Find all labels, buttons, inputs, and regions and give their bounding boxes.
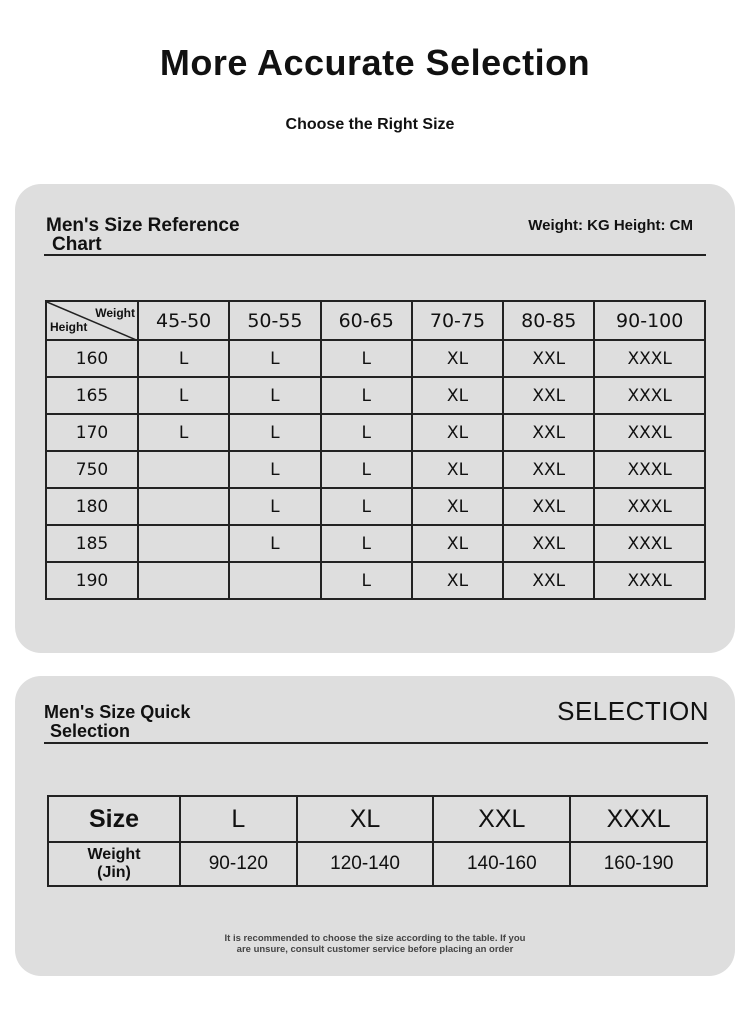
size-cell: L — [229, 414, 320, 451]
size-cell — [138, 525, 229, 562]
size-cell: XL — [412, 488, 503, 525]
size-cell: XXXL — [594, 377, 705, 414]
weight-column-header: 90-100 — [594, 301, 705, 340]
size-cell: L — [138, 414, 229, 451]
size-cell: L — [229, 377, 320, 414]
weight-column-header: 70-75 — [412, 301, 503, 340]
size-cell: XXL — [503, 562, 594, 599]
size-cell — [138, 488, 229, 525]
weight-label-line1: Weight — [87, 846, 141, 863]
recommendation-note — [15, 933, 735, 955]
weight-label-line2: (Jin) — [97, 864, 131, 881]
size-cell: XL — [412, 451, 503, 488]
size-cell: XXXL — [594, 340, 705, 377]
quick-size-cell: XXL — [433, 796, 570, 842]
reference-chart-heading — [46, 216, 286, 254]
weight-column-header: 50-55 — [229, 301, 320, 340]
size-cell: L — [229, 451, 320, 488]
quick-selection-heading — [44, 703, 190, 741]
heading-divider — [44, 254, 706, 256]
corner-header-cell — [46, 301, 138, 340]
size-cell: L — [321, 562, 412, 599]
size-cell: XXXL — [594, 451, 705, 488]
quick-heading-line2: Selection — [50, 721, 131, 741]
quick-weight-cell: 90-120 — [180, 842, 297, 886]
height-cell: 165 — [46, 377, 138, 414]
table-row — [46, 451, 705, 488]
quick-size-cell: XL — [297, 796, 434, 842]
table-row — [46, 562, 705, 599]
height-cell: 160 — [46, 340, 138, 377]
quick-selection-panel — [15, 676, 735, 976]
size-cell — [138, 451, 229, 488]
table-row — [46, 377, 705, 414]
weight-row-label — [48, 842, 180, 886]
size-cell: XXL — [503, 525, 594, 562]
quick-weight-cell: 160-190 — [570, 842, 707, 886]
size-cell: L — [229, 525, 320, 562]
size-cell: L — [321, 525, 412, 562]
table-row — [46, 488, 705, 525]
size-cell: XL — [412, 414, 503, 451]
reference-heading-line2: Chart — [52, 234, 102, 255]
units-label: Weight: KG Height: CM — [528, 217, 693, 234]
quick-weight-cell: 140-160 — [433, 842, 570, 886]
weight-column-header: 60-65 — [321, 301, 412, 340]
quick-weight-cell: 120-140 — [297, 842, 434, 886]
size-cell: L — [321, 414, 412, 451]
size-row-label: Size — [48, 796, 180, 842]
size-cell: L — [229, 340, 320, 377]
size-cell: XXL — [503, 451, 594, 488]
size-cell: XXXL — [594, 414, 705, 451]
size-cell: XXXL — [594, 525, 705, 562]
note-line1: It is recommended to choose the size according to the table. If you — [224, 933, 526, 944]
size-cell: XXL — [503, 488, 594, 525]
selection-label: SELECTION — [557, 696, 709, 726]
table-row — [46, 525, 705, 562]
weight-column-header: 80-85 — [503, 301, 594, 340]
size-cell: XXXL — [594, 562, 705, 599]
table-row — [46, 340, 705, 377]
height-cell: 185 — [46, 525, 138, 562]
size-reference-table — [45, 300, 706, 600]
size-cell — [138, 562, 229, 599]
weight-column-header: 45-50 — [138, 301, 229, 340]
size-cell: XL — [412, 377, 503, 414]
size-cell: XXL — [503, 377, 594, 414]
size-cell: L — [138, 377, 229, 414]
size-cell: XXL — [503, 340, 594, 377]
size-cell: L — [229, 488, 320, 525]
reference-heading-line1: Men's Size Reference — [46, 215, 240, 236]
quick-heading-divider — [44, 742, 708, 744]
height-cell: 190 — [46, 562, 138, 599]
size-cell: L — [321, 340, 412, 377]
height-cell: 180 — [46, 488, 138, 525]
quick-heading-line1: Men's Size Quick — [44, 702, 191, 722]
quick-size-row — [48, 796, 707, 842]
size-cell: XXXL — [594, 488, 705, 525]
quick-selection-table — [47, 795, 708, 887]
quick-size-cell: XXXL — [570, 796, 707, 842]
size-cell: L — [321, 451, 412, 488]
size-cell: L — [321, 488, 412, 525]
size-cell — [229, 562, 320, 599]
note-line2: are unsure, consult customer service before placing an order — [236, 944, 514, 955]
size-reference-body — [46, 340, 705, 599]
table-header-row — [46, 301, 705, 340]
page-subtitle: Choose the Right Size — [285, 116, 455, 133]
quick-size-cell: L — [180, 796, 297, 842]
table-row — [46, 414, 705, 451]
size-cell: XL — [412, 562, 503, 599]
size-reference-panel — [15, 184, 735, 653]
corner-weight-label: Weight — [95, 306, 135, 320]
size-cell: L — [321, 377, 412, 414]
corner-height-label: Height — [50, 320, 88, 334]
quick-weight-row — [48, 842, 707, 886]
size-cell: L — [138, 340, 229, 377]
height-cell: 170 — [46, 414, 138, 451]
size-cell: XL — [412, 525, 503, 562]
height-cell: 750 — [46, 451, 138, 488]
size-cell: XL — [412, 340, 503, 377]
page-title: More Accurate Selection — [159, 42, 591, 83]
size-cell: XXL — [503, 414, 594, 451]
